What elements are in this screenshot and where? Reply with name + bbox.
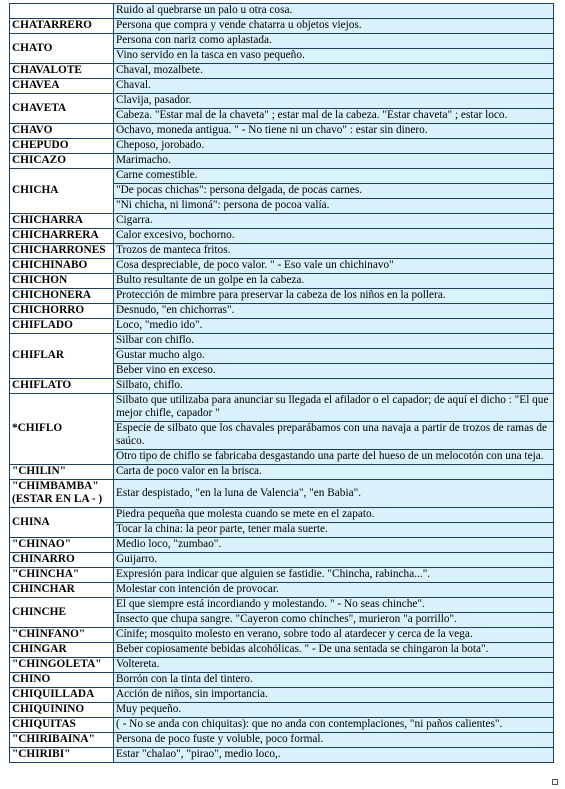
glossary-definition: Voltereta. <box>114 658 554 673</box>
table-row <box>10 508 554 523</box>
table-row <box>10 658 554 673</box>
glossary-term: CHICAZO <box>10 154 114 169</box>
table-row <box>10 94 554 109</box>
table-row <box>10 139 554 154</box>
glossary-definition: Persona que compra y vende chatarra u objetos viejos. <box>114 19 554 34</box>
glossary-definition: Insecto que chupa sangre. "Cayeron como chinches", murieron "a porrillo". <box>114 613 554 628</box>
glossary-term: CHAVO <box>10 124 114 139</box>
glossary-term: CHAVALOTE <box>10 64 114 79</box>
glossary-table-body <box>10 4 554 763</box>
glossary-definition: Persona con nariz como aplastada. <box>114 34 554 49</box>
glossary-definition: Marimacho. <box>114 154 554 169</box>
glossary-term: CHEPUDO <box>10 139 114 154</box>
table-row <box>10 259 554 274</box>
glossary-term: CHAVETA <box>10 94 114 124</box>
glossary-definition: Silbato que utilizaba para anunciar su llegada el afilador o el capador; de aquí el dicho : "El que mejor chifle, capador " <box>114 394 554 422</box>
glossary-definition: Medio loco, "zumbao". <box>114 538 554 553</box>
table-row <box>10 583 554 598</box>
table-row <box>10 154 554 169</box>
table-row <box>10 379 554 394</box>
glossary-definition: Beber copiosamente bebidas alcohólicas. " - De una sentada se chingaron la bota". <box>114 643 554 658</box>
glossary-definition: Acción de niños, sin importancia. <box>114 688 554 703</box>
glossary-definition: Cínife; mosquito molesto en verano, sobre todo al atardecer y cerca de la vega. <box>114 628 554 643</box>
glossary-term: CHICHARRONES <box>10 244 114 259</box>
table-row <box>10 718 554 733</box>
glossary-definition: Beber vino en exceso. <box>114 364 554 379</box>
glossary-definition: Gustar mucho algo. <box>114 349 554 364</box>
table-row <box>10 19 554 34</box>
glossary-term: CHICHARRA <box>10 214 114 229</box>
glossary-definition: Cheposo, jorobado. <box>114 139 554 154</box>
glossary-definition: Persona de poco fuste y voluble, poco formal. <box>114 733 554 748</box>
glossary-table <box>9 3 554 763</box>
glossary-definition: Molestar con intención de provocar. <box>114 583 554 598</box>
glossary-term: CHICHARRERA <box>10 229 114 244</box>
glossary-term: "CHIRIBI" <box>10 748 114 763</box>
glossary-term: CHIQUININO <box>10 703 114 718</box>
glossary-definition: Protección de mimbre para preservar la cabeza de los niños en la pollera. <box>114 289 554 304</box>
glossary-definition: Silbato, chiflo. <box>114 379 554 394</box>
glossary-definition: Guijarro. <box>114 553 554 568</box>
glossary-term: CHICHON <box>10 274 114 289</box>
end-of-table-marker <box>552 779 558 785</box>
glossary-definition: Calor excesivo, bochorno. <box>114 229 554 244</box>
table-row <box>10 748 554 763</box>
glossary-term: "CHINAO" <box>10 538 114 553</box>
glossary-definition: Otro tipo de chiflo se fabricaba desgastando una parte del hueso de un melocotón con una teja. <box>114 450 554 465</box>
glossary-definition: Cigarra. <box>114 214 554 229</box>
table-row <box>10 465 554 480</box>
glossary-term: CHIFLADO <box>10 319 114 334</box>
glossary-definition: Vino servido en la tasca en vaso pequeño. <box>114 49 554 64</box>
glossary-definition: Chaval, mozalbete. <box>114 64 554 79</box>
glossary-term: CHINARRO <box>10 553 114 568</box>
table-row <box>10 289 554 304</box>
glossary-term: CHIFLAR <box>10 334 114 379</box>
glossary-definition: Loco, "medio ido". <box>114 319 554 334</box>
table-row <box>10 673 554 688</box>
table-row <box>10 79 554 94</box>
glossary-term: CHICHORRO <box>10 304 114 319</box>
table-row <box>10 334 554 349</box>
table-row <box>10 64 554 79</box>
glossary-term: CHAVEA <box>10 79 114 94</box>
table-row <box>10 628 554 643</box>
glossary-term: "CHILIN" <box>10 465 114 480</box>
glossary-definition: Muy pequeño. <box>114 703 554 718</box>
glossary-term: "CHINCHA" <box>10 568 114 583</box>
glossary-definition: Estar despistado, "en la luna de Valencia", "en Babia". <box>114 480 554 508</box>
glossary-definition: Tocar la china: la peor parte, tener mala suerte. <box>114 523 554 538</box>
table-row <box>10 4 554 19</box>
glossary-term: "CHIMBAMBA" (ESTAR EN LA - ) <box>10 480 114 508</box>
glossary-definition: El que siempre está incordiando y molestando. " - No seas chinche". <box>114 598 554 613</box>
glossary-definition: Borrón con la tinta del tintero. <box>114 673 554 688</box>
glossary-term: CHINGAR <box>10 643 114 658</box>
glossary-definition: Cosa despreciable, de poco valor. " - Eso vale un chichinavo" <box>114 259 554 274</box>
table-row <box>10 480 554 508</box>
table-row <box>10 538 554 553</box>
glossary-term: CHINO <box>10 673 114 688</box>
glossary-term: CHINCHE <box>10 598 114 628</box>
glossary-term: CHICHINABO <box>10 259 114 274</box>
table-row <box>10 169 554 184</box>
table-row <box>10 244 554 259</box>
table-row <box>10 229 554 244</box>
table-row <box>10 304 554 319</box>
glossary-term: *CHIFLO <box>10 394 114 465</box>
glossary-term: CHINA <box>10 508 114 538</box>
glossary-definition: Especie de silbato que los chavales preparábamos con una navaja a partir de trozos de ramas de saúco. <box>114 422 554 450</box>
glossary-definition: Trozos de manteca fritos. <box>114 244 554 259</box>
table-row <box>10 34 554 49</box>
glossary-definition: ( - No se anda con chiquitas): que no anda con contemplaciones, "ni paños calientes". <box>114 718 554 733</box>
table-row <box>10 214 554 229</box>
table-row <box>10 688 554 703</box>
glossary-definition: Ruido al quebrarse un palo u otra cosa. <box>114 4 554 19</box>
glossary-definition: Bulto resultante de un golpe en la cabeza. <box>114 274 554 289</box>
glossary-term: CHINCHAR <box>10 583 114 598</box>
glossary-definition: Chaval. <box>114 79 554 94</box>
glossary-term: "CHINGOLETA" <box>10 658 114 673</box>
table-row <box>10 598 554 613</box>
glossary-definition: Piedra pequeña que molesta cuando se mete en el zapato. <box>114 508 554 523</box>
glossary-term: "CHIRIBAINA" <box>10 733 114 748</box>
glossary-term: CHIQUITAS <box>10 718 114 733</box>
glossary-term: CHIQUILLADA <box>10 688 114 703</box>
glossary-definition: Ochavo, moneda antigua. " - No tiene ni un chavo" : estar sin dinero. <box>114 124 554 139</box>
glossary-page <box>9 3 554 763</box>
glossary-definition: "De pocas chichas": persona delgada, de pocas carnes. <box>114 184 554 199</box>
table-row <box>10 568 554 583</box>
glossary-definition: "Ni chicha, ni limoná": persona de pocoa valía. <box>114 199 554 214</box>
table-row <box>10 274 554 289</box>
table-row <box>10 703 554 718</box>
glossary-term: CHICHA <box>10 169 114 214</box>
table-row <box>10 124 554 139</box>
glossary-term: CHATO <box>10 34 114 64</box>
table-row <box>10 553 554 568</box>
glossary-definition: Cabeza. "Estar mal de la chaveta" ; estar mal de la cabeza. "Estar chaveta" ; estar loco. <box>114 109 554 124</box>
glossary-definition: Silbar con chiflo. <box>114 334 554 349</box>
glossary-definition: Expresión para indicar que alguien se fastidie. "Chincha, rabincha...". <box>114 568 554 583</box>
table-row <box>10 394 554 422</box>
glossary-term: CHICHONERA <box>10 289 114 304</box>
glossary-term: "CHÍNFANO" <box>10 628 114 643</box>
table-row <box>10 643 554 658</box>
glossary-term: CHATARRERO <box>10 19 114 34</box>
glossary-definition: Carta de poco valor en la brisca. <box>114 465 554 480</box>
glossary-definition: Desnudo, "en chichorras". <box>114 304 554 319</box>
glossary-term: CHIFLATO <box>10 379 114 394</box>
table-row <box>10 319 554 334</box>
table-row <box>10 733 554 748</box>
glossary-definition: Carne comestible. <box>114 169 554 184</box>
glossary-term <box>10 4 114 19</box>
glossary-definition: Clavija, pasador. <box>114 94 554 109</box>
glossary-definition: Estar "chalao", "pirao", medio loco,. <box>114 748 554 763</box>
